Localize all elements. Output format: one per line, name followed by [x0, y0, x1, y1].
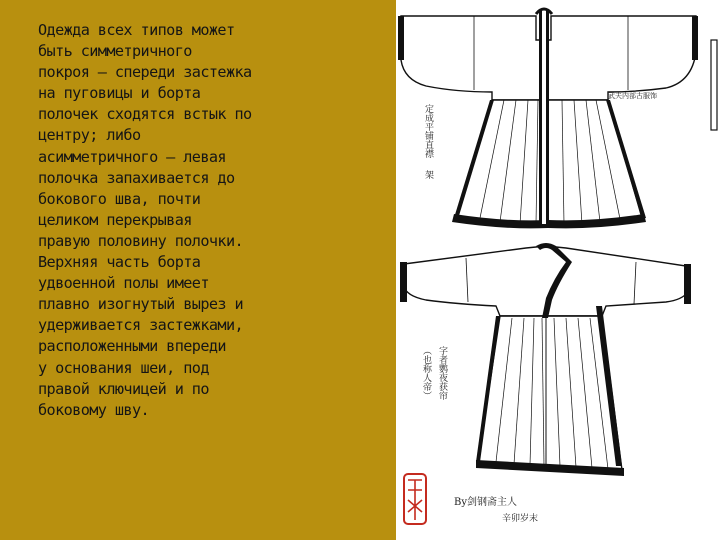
author-date: 辛卯岁末: [502, 514, 539, 524]
top-caption-text: 定成平铺直襟: [423, 104, 433, 158]
bottom-caption-text-2: 字者鹦夜获帘: [437, 346, 447, 400]
bottom-caption: [421, 345, 448, 401]
top-stamp-text: 武夫内部古服饰: [608, 92, 657, 100]
garment-diagram: [396, 0, 720, 540]
artist-seal: [404, 474, 426, 524]
illustration-panel: [396, 0, 720, 540]
top-caption-text-2: 架: [423, 170, 433, 179]
bottom-caption-text: （也称人帝）: [421, 346, 431, 400]
author-line: By剑钢斋主人: [454, 497, 517, 508]
symmetric-robe-drawing: [398, 9, 717, 228]
body-text: Одежда всех типов может быть симметричного покроя – спереди застежка на пуговицы и борта полочек сходятся встык по центру; либо асимметричного – левая полочка запахивается до бокового шва, почти целиком перекрывая правую половину полочки. Верхняя часть борта удвоенной полы имеет плавно изогнутый вырез и удерживается застежками, расположенными впереди у основания шеи, под правой ключицей и по боковому шву.: [38, 21, 252, 419]
